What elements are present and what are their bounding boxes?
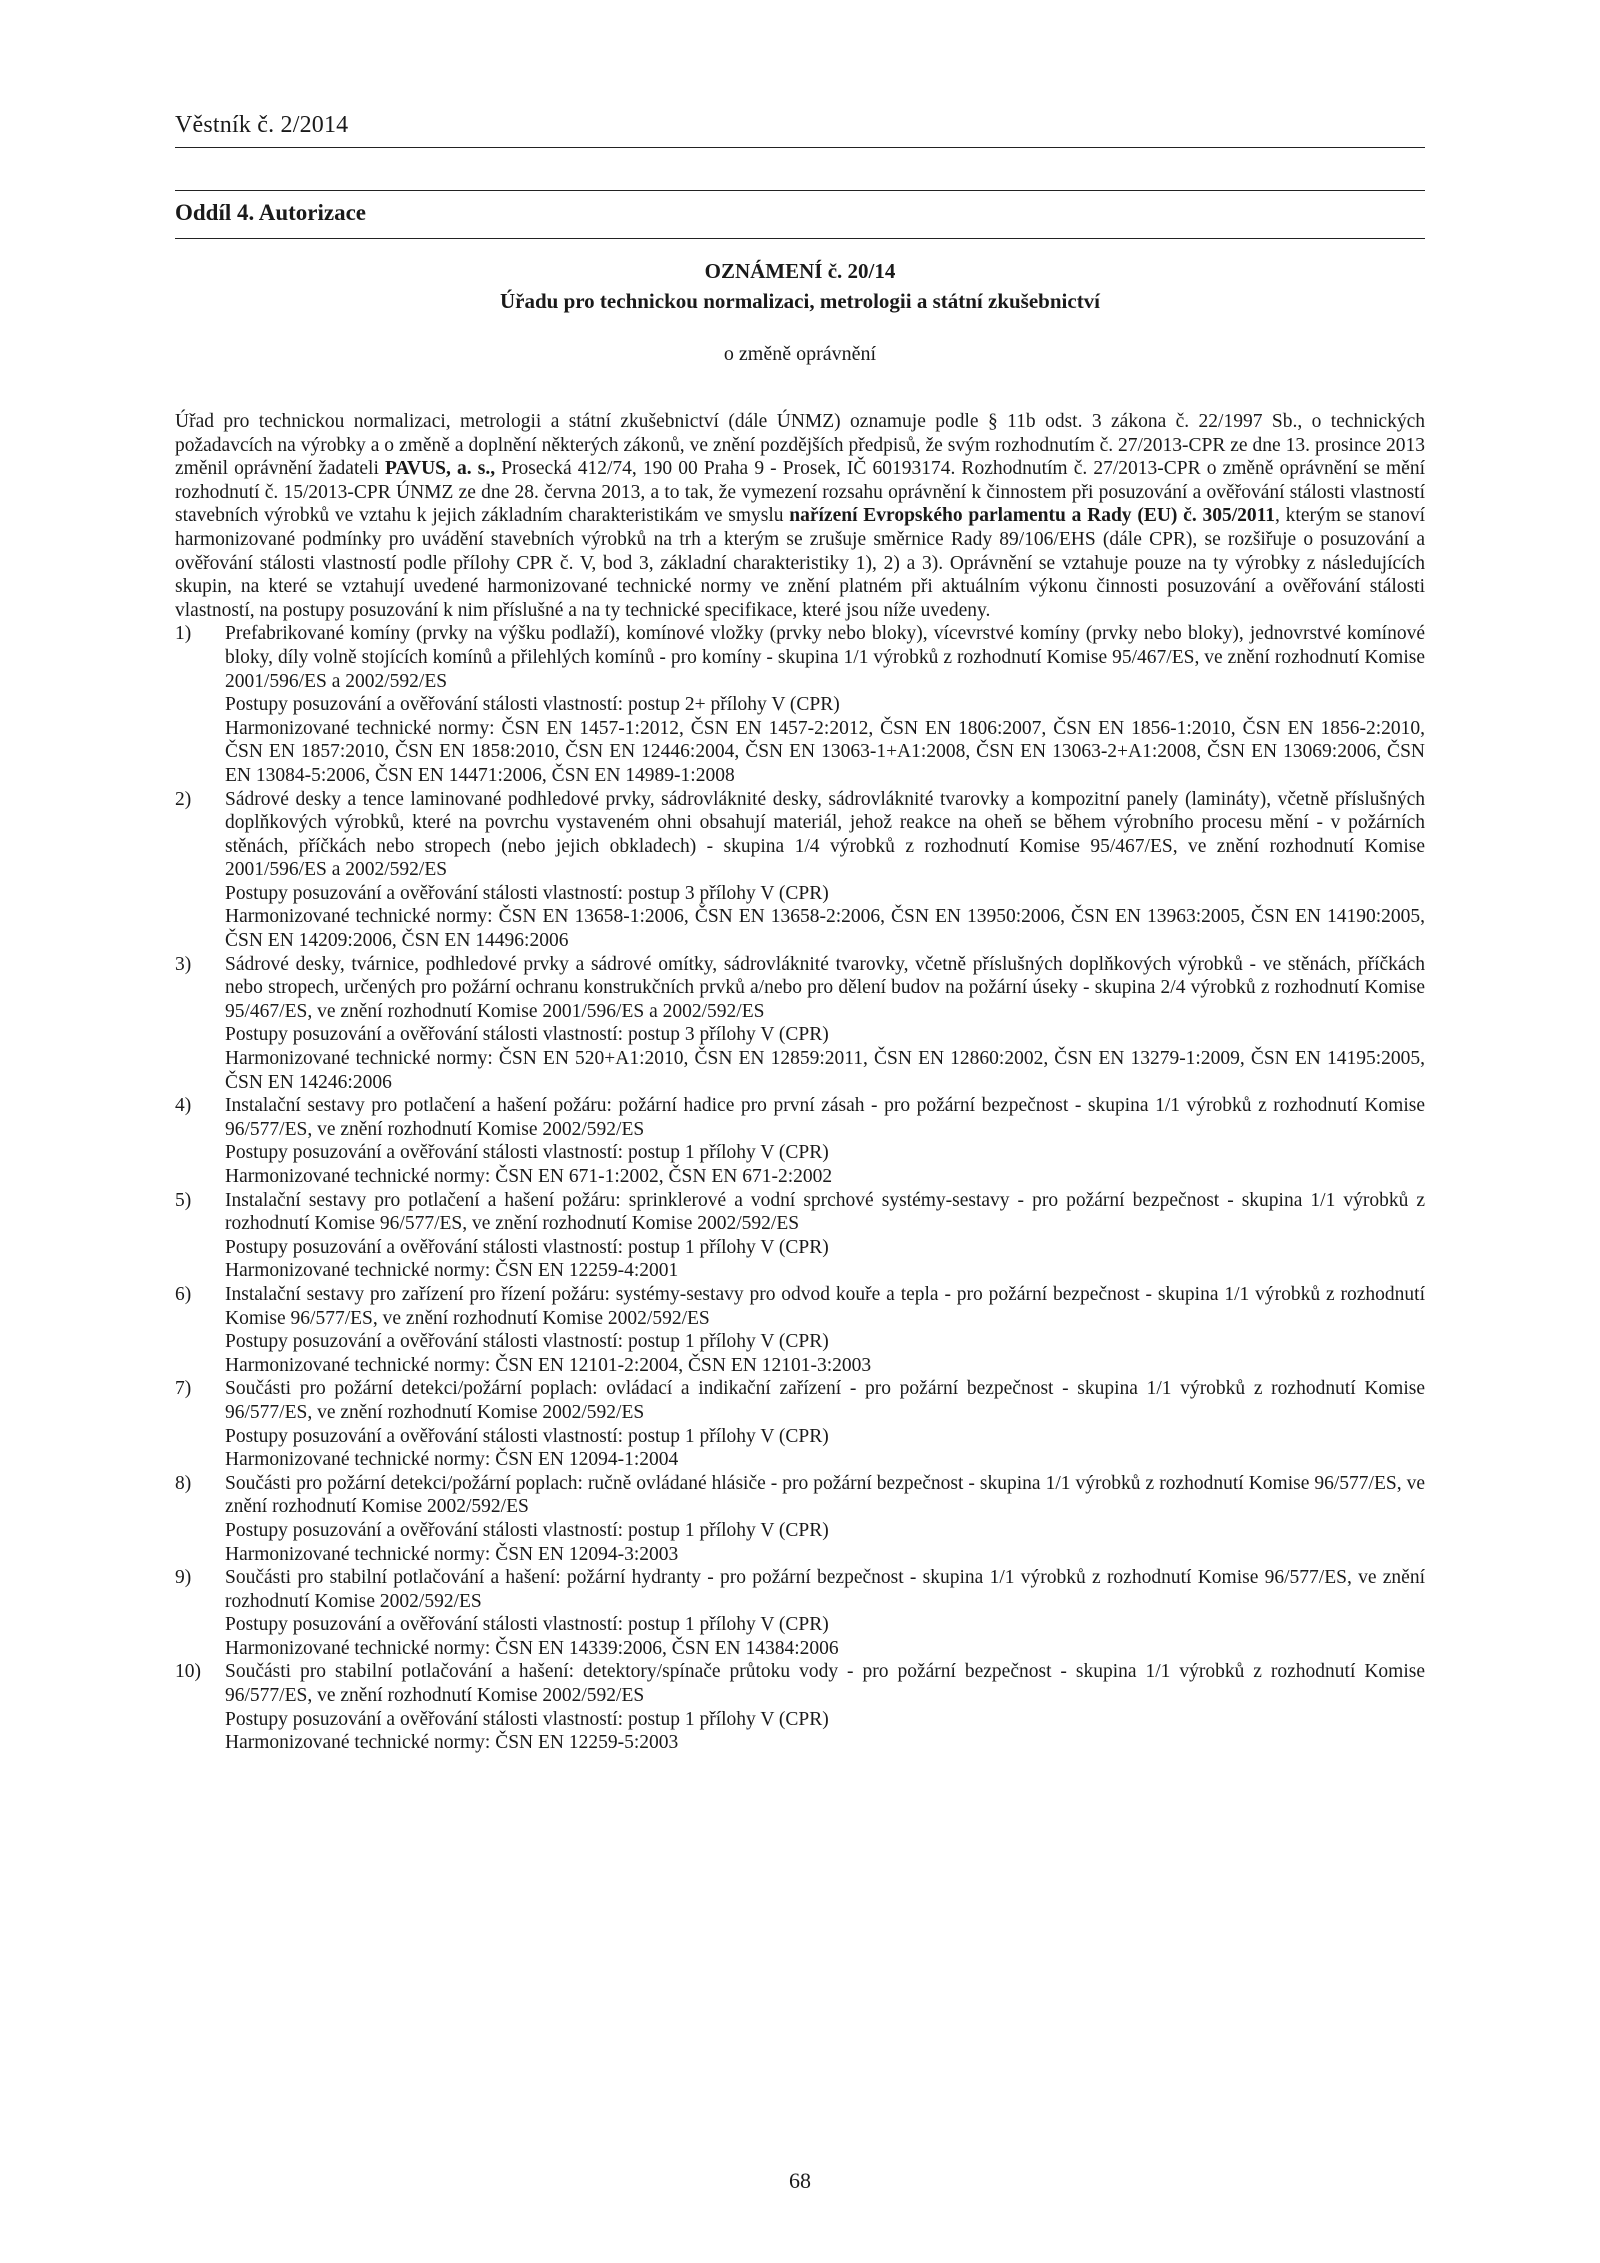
item-number: 1) (175, 623, 192, 645)
item-body (225, 1660, 1425, 1754)
item-procedure: Postupy posuzování a ověřování stálosti vlastností: postup 1 přílohy V (CPR) (225, 1425, 829, 1447)
item-description: Součásti pro stabilní potlačování a hašení: detektory/spínače průtoku vody - pro požární bezpečnost - skupina 1/1 výrobků z rozhodnutí Komise 96/577/ES, ve znění rozhodnutí Komise 2002/592/ES (225, 1661, 1425, 1707)
intro-regulation: nařízení Evropského parlamentu a Rady (EU) č. 305/2011 (789, 505, 1276, 527)
notice-title: OZNÁMENÍ č. 20/14 (704, 259, 896, 283)
notice-authority: Úřadu pro technickou normalizaci, metrologii a státní zkušebnictví (499, 289, 1101, 313)
item-standards: Harmonizované technické normy: ČSN EN 12101-2:2004, ČSN EN 12101-3:2003 (225, 1354, 872, 1376)
item-procedure: Postupy posuzování a ověřování stálosti vlastností: postup 1 přílohy V (CPR) (225, 1142, 829, 1164)
item-number: 4) (175, 1095, 192, 1117)
page-number: 68 (789, 2168, 811, 2193)
item-procedure: Postupy posuzování a ověřování stálosti vlastností: postup 1 přílohy V (CPR) (225, 1614, 829, 1636)
list-item (175, 1094, 1425, 1188)
item-number: 2) (175, 788, 192, 810)
notice-heading (175, 256, 1425, 367)
item-body (225, 1377, 1425, 1471)
item-description: Prefabrikované komíny (prvky na výšku podlaží), komínové vložky (prvky nebo bloky), vícevrstvé komíny (prvky nebo bloky), jednovrstvé komínové bloky, díly volně stojících komínů a přilehlých komínů - pro komíny - skupina 1/1 výrobků z rozhodnutí Komise 95/467/ES, ve znění rozhodnutí Komise 2001/596/ES a 2002/592/ES (225, 623, 1425, 692)
item-body (225, 1283, 1425, 1377)
item-standards: Harmonizované technické normy: ČSN EN 12094-1:2004 (225, 1449, 679, 1471)
item-description: Sádrové desky a tence laminované podhledové prvky, sádrovláknité desky, sádrovláknité tvarovky a kompozitní panely (lamináty), včetně příslušných doplňkových výrobků, které na povrchu vystaveném ohni obsahují materiál, jehož reakce na oheň se během výrobního procesu mění - v požárních stěnách, příčkách nebo stropech (nebo jejich obkladech) - skupina 1/4 výrobků z rozhodnutí Komise 95/467/ES, ve znění rozhodnutí Komise 2001/596/ES a 2002/592/ES (225, 788, 1425, 881)
item-standards: Harmonizované technické normy: ČSN EN 14339:2006, ČSN EN 14384:2006 (225, 1637, 839, 1659)
item-standards: Harmonizované technické normy: ČSN EN 12259-5:2003 (225, 1732, 679, 1754)
section-bottom-rule (175, 238, 1425, 239)
item-body (225, 788, 1425, 953)
list-item (175, 1660, 1425, 1754)
item-description: Součásti pro požární detekci/požární poplach: ovládací a indikační zařízení - pro požární bezpečnost - skupina 1/1 výrobků z rozhodnutí Komise 96/577/ES, ve znění rozhodnutí Komise 2002/592/ES (225, 1378, 1425, 1423)
item-standards: Harmonizované technické normy: ČSN EN 671-1:2002, ČSN EN 671-2:2002 (225, 1166, 833, 1187)
intro-text-2: Prosecká 412/74, 190 00 Praha 9 - Prosek, IČ 60193174. Rozhodnutím č. 27/2013-CPR o změně oprávnění se mění rozhodnutí č. 15/2013-CPR ÚNMZ ze dne 28. června 2013, a to tak, že vymezení rozsahu oprávnění k činnostem při posuzování a ověřování stálosti vlastností stavebních výrobků ve vztahu k jejich základním charakteristikám ve smyslu (175, 458, 1425, 527)
item-standards: Harmonizované technické normy: ČSN EN 13658-1:2006, ČSN EN 13658-2:2006, ČSN EN 13950:2006, ČSN EN 13963:2005, ČSN EN 14190:2005, ČSN EN 14209:2006, ČSN EN 14496:2006 (225, 906, 1425, 952)
item-body (225, 1189, 1425, 1283)
item-body (225, 1566, 1425, 1660)
item-number: 9) (175, 1567, 192, 1589)
item-number: 5) (175, 1189, 192, 1211)
list-item (175, 1377, 1425, 1471)
item-number: 3) (175, 953, 192, 975)
section-title: Oddíl 4. Autorizace (175, 200, 367, 225)
item-body (225, 953, 1425, 1095)
intro-paragraph (175, 410, 1425, 622)
item-standards: Harmonizované technické normy: ČSN EN 1457-1:2012, ČSN EN 1457-2:2012, ČSN EN 1806:2007, ČSN EN 1856-1:2010, ČSN EN 1856-2:2010, ČSN EN 1857:2010, ČSN EN 1858:2010, ČSN EN 12446:2004, ČSN EN 13063-1+A1:2008, ČSN EN 13063-2+A1:2008, ČSN EN 13069:2006, ČSN EN 13084-5:2006, ČSN EN 14471:2006, ČSN EN 14989-1:2008 (225, 717, 1425, 786)
list-item (175, 1472, 1425, 1566)
item-standards: Harmonizované technické normy: ČSN EN 12259-4:2001 (225, 1260, 679, 1282)
list-item (175, 1189, 1425, 1283)
item-description: Součásti pro požární detekci/požární poplach: ručně ovládané hlásiče - pro požární bezpečnost - skupina 1/1 výrobků z rozhodnutí Komise 96/577/ES, ve znění rozhodnutí Komise 2002/592/ES (225, 1472, 1425, 1518)
item-body (225, 1094, 1425, 1188)
item-procedure: Postupy posuzování a ověřování stálosti vlastností: postup 3 přílohy V (CPR) (225, 1024, 829, 1046)
list-item (175, 1283, 1425, 1377)
intro-text-1: Úřad pro technickou normalizaci, metrologii a státní zkušebnictví (dále ÚNMZ) oznamuje podle § 11b odst. 3 zákona č. 22/1997 Sb., o technických požadavcích na výrobky a o změně a doplnění některých zákonů, ve znění pozdějších předpisů, že svým rozhodnutím č. 27/2013-CPR ze dne 13. prosince 2013 změnil oprávnění žadateli (175, 411, 1425, 480)
item-description: Součásti pro stabilní potlačování a hašení: požární hydranty - pro požární bezpečnost - skupina 1/1 výrobků z rozhodnutí Komise 96/577/ES, ve znění rozhodnutí Komise 2002/592/ES (225, 1567, 1425, 1612)
item-description: Instalační sestavy pro zařízení pro řízení požáru: systémy-sestavy pro odvod kouře a tepla - pro požární bezpečnost - skupina 1/1 výrobků z rozhodnutí Komise 96/577/ES, ve znění rozhodnutí Komise 2002/592/ES (225, 1283, 1425, 1329)
section-top-rule (175, 190, 1425, 191)
item-procedure: Postupy posuzování a ověřování stálosti vlastností: postup 1 přílohy V (CPR) (225, 1708, 829, 1730)
list-item (175, 788, 1425, 953)
item-standards: Harmonizované technické normy: ČSN EN 12094-3:2003 (225, 1543, 679, 1565)
intro-text-3: , kterým se stanoví harmonizované podmínky pro uvádění stavebních výrobků na trh a kterým se zrušuje směrnice Rady 89/106/EHS (dále CPR), se rozšiřuje o posuzování a ověřování stálosti vlastností podle přílohy CPR č. V, bod 3, základní charakteristiky 1), 2) a 3). Oprávnění se vztahuje pouze na ty výrobky z následujících skupin, na které se vztahují uvedené harmonizované technické normy ve znění platném při aktuálním výkonu činnosti posuzování a ověřování stálosti vlastností, na postupy posuzování k nim příslušné a na ty technické specifikace, které jsou níže uvedeny. (175, 505, 1426, 621)
list-item (175, 622, 1425, 787)
item-procedure: Postupy posuzování a ověřování stálosti vlastností: postup 2+ přílohy V (CPR) (225, 694, 840, 716)
item-procedure: Postupy posuzování a ověřování stálosti vlastností: postup 1 přílohy V (CPR) (225, 1519, 829, 1541)
item-standards: Harmonizované technické normy: ČSN EN 520+A1:2010, ČSN EN 12859:2011, ČSN EN 12860:2002, ČSN EN 13279-1:2009, ČSN EN 14195:2005, ČSN EN 14246:2006 (225, 1048, 1425, 1093)
item-body (225, 1472, 1425, 1566)
list-item (175, 1566, 1425, 1660)
product-group-list (175, 622, 1425, 1755)
notice-subject: o změně oprávnění (723, 343, 877, 365)
item-number: 7) (175, 1378, 192, 1400)
item-number: 8) (175, 1472, 192, 1494)
item-description: Sádrové desky, tvárnice, podhledové prvky a sádrové omítky, sádrovláknité tvarovky, včetně příslušných doplňkových výrobků - ve stěnách, příčkách nebo stropech, určených pro požární ochranu konstrukčních prvků a/nebo pro dělení budov na požární úseky - skupina 2/4 výrobků z rozhodnutí Komise 95/467/ES, ve znění rozhodnutí Komise 2001/596/ES a 2002/592/ES (225, 953, 1425, 1022)
item-procedure: Postupy posuzování a ověřování stálosti vlastností: postup 1 přílohy V (CPR) (225, 1236, 829, 1258)
item-procedure: Postupy posuzování a ověřování stálosti vlastností: postup 3 přílohy V (CPR) (225, 882, 829, 904)
item-procedure: Postupy posuzování a ověřování stálosti vlastností: postup 1 přílohy V (CPR) (225, 1331, 829, 1353)
item-description: Instalační sestavy pro potlačení a hašení požáru: požární hadice pro první zásah - pro požární bezpečnost - skupina 1/1 výrobků z rozhodnutí Komise 96/577/ES, ve znění rozhodnutí Komise 2002/592/ES (225, 1095, 1425, 1140)
list-item (175, 953, 1425, 1095)
document-body (175, 410, 1425, 1755)
item-body (225, 622, 1425, 787)
running-head: Věstník č. 2/2014 (175, 112, 349, 138)
item-number: 6) (175, 1283, 192, 1305)
item-description: Instalační sestavy pro potlačení a hašení požáru: sprinklerové a vodní sprchové systémy-sestavy - pro požární bezpečnost - skupina 1/1 výrobků z rozhodnutí Komise 96/577/ES, ve znění rozhodnutí Komise 2002/592/ES (225, 1189, 1425, 1235)
item-number: 10) (175, 1661, 201, 1683)
header-rule (175, 147, 1425, 148)
intro-applicant: PAVUS, a. s., (384, 458, 496, 480)
